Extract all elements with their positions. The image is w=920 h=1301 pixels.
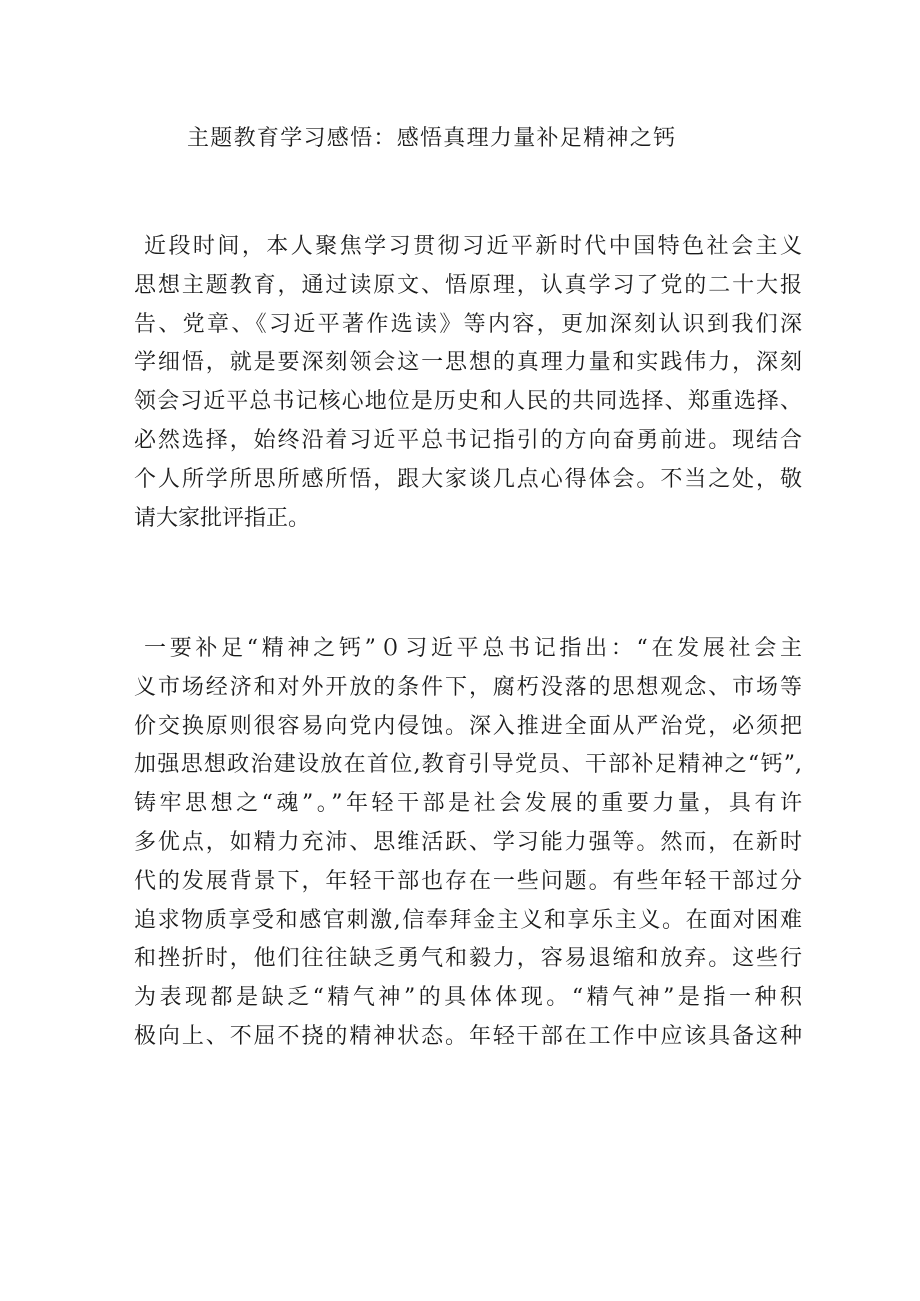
paragraph-line: 义市场经济和对外开放的条件下，腐朽没落的思想观念、市场等 bbox=[134, 674, 802, 700]
paragraph-line: 思想主题教育，通过读原文、悟原理，认真学习了党的二十大报 bbox=[134, 272, 802, 298]
paragraph-line: 价交换原则很容易向党内侵蚀。深入推进全面从严治党，必须把 bbox=[134, 713, 802, 739]
paragraph-line: 为表现都是缺乏“精气神”的具体体现。“精气神”是指一种积 bbox=[134, 985, 802, 1011]
paragraph-line: 极向上、不屈不挠的精神状态。年轻干部在工作中应该具备这种 bbox=[134, 1023, 802, 1049]
paragraph-line: 必然选择，始终沿着习近平总书记指引的方向奋勇前进。现结合 bbox=[134, 427, 802, 453]
paragraph-line: 加强思想政治建设放在首位,教育引导党员、干部补足精神之“钙”, bbox=[134, 752, 802, 778]
paragraph-line: 请大家批评指正。 bbox=[134, 505, 311, 531]
paragraph-line: 近段时间，本人聚焦学习贯彻习近平新时代中国特色社会主义 bbox=[144, 234, 802, 259]
paragraph-line: 多优点，如精力充沛、思维活跃、学习能力强等。然而，在新时 bbox=[134, 829, 802, 855]
document-title: 主题教育学习感悟：感悟真理力量补足精神之钙 bbox=[187, 126, 677, 151]
paragraph-calcium bbox=[134, 630, 802, 1057]
paragraph-line: 代的发展背景下，年轻干部也存在一些问题。有些年轻干部过分 bbox=[134, 868, 802, 894]
paragraph-line: 领会习近平总书记核心地位是历史和人民的共同选择、郑重选择、 bbox=[134, 389, 802, 415]
paragraph-line: 告、党章、《习近平著作选读》等内容，更加深刻认识到我们深 bbox=[134, 311, 802, 337]
paragraph-line: 和挫折时，他们往往缺乏勇气和毅力，容易退缩和放弃。这些行 bbox=[134, 946, 802, 972]
paragraph-line: 学细悟，就是要深刻领会这一思想的真理力量和实践伟力，深刻 bbox=[134, 350, 802, 376]
paragraph-line: 个人所学所思所感所悟，跟大家谈几点心得体会。不当之处，敬 bbox=[134, 466, 802, 492]
paragraph-line: 追求物质享受和感官刺激,信奉拜金主义和享乐主义。在面对困难 bbox=[134, 907, 802, 933]
paragraph-line: 一要补足“精神之钙”０习近平总书记指出：“在发展社会主 bbox=[144, 636, 802, 661]
paragraph-line: 铸牢思想之“魂”。”年轻干部是社会发展的重要力量，具有许 bbox=[134, 791, 802, 817]
paragraph-intro bbox=[134, 228, 802, 538]
